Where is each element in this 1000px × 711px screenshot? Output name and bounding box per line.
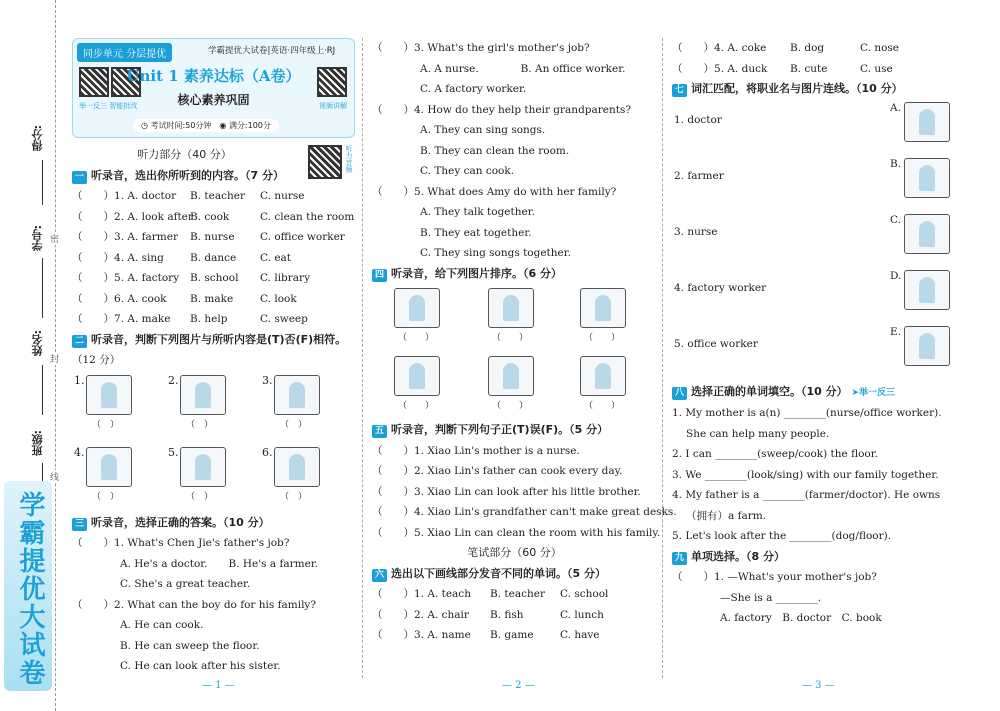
picture-label: 4. [74, 445, 85, 459]
answer-blank[interactable]: （ ） [584, 333, 621, 343]
text-line: A. factory B. doctor C. book [720, 612, 882, 624]
text-line: 2. I can ________(sweep/cook) the floor. [672, 448, 878, 460]
question-line [672, 567, 962, 588]
question-option: B. make [190, 292, 234, 305]
exam-time: 考试时间:50分钟 [150, 121, 212, 130]
question-line [372, 120, 657, 141]
series-tag: 同步单元 分层提优 [77, 43, 172, 62]
answer-blank[interactable]: （ ） [398, 401, 435, 411]
order-picture [580, 356, 626, 396]
picture-6 [274, 447, 320, 487]
match-letter: D. [890, 269, 902, 282]
section-number: 六 [372, 569, 387, 582]
text-line: B. They can clean the room. [420, 144, 570, 157]
question-option: B. teacher [490, 588, 545, 600]
text-line: B. He can sweep the floor. [120, 639, 260, 652]
question-line [372, 141, 657, 162]
answer-blank[interactable]: （ ） [186, 491, 214, 502]
order-picture [394, 288, 440, 328]
question-line [672, 526, 962, 547]
text-line: C. A factory worker. [420, 83, 527, 95]
question-line [672, 588, 962, 609]
picture-label: 2. [168, 373, 179, 387]
question-line [372, 482, 657, 503]
text-line: A. He can cook. [120, 619, 204, 631]
question-option-a: （ ）2. A. chair [372, 608, 469, 621]
text-line: C. She's a great teacher. [120, 578, 251, 590]
text-line: 4. My father is a ________(farmer/doctor). He owns [672, 489, 941, 501]
question-line [672, 444, 962, 465]
qr-label: 听力音频 [345, 145, 353, 173]
match-picture [904, 214, 950, 254]
section-title-text: 听录音，选择正确的答案。（10 分） [91, 515, 270, 529]
question-option: B. cook [190, 210, 230, 223]
text-line: （ ）1. What's Chen Jie's father's job? [72, 537, 290, 549]
text-line: B. They eat together. [420, 226, 532, 239]
question-line [372, 461, 657, 482]
unit-subtitle: 核心素养巩固 [177, 93, 250, 107]
text-line: A. They talk together. [420, 206, 535, 218]
page-number: — 2 — [502, 680, 535, 691]
question-option: C. nurse [260, 190, 305, 202]
section-number: 三 [72, 518, 87, 531]
question-option-a: （ ）4. A. coke [672, 42, 767, 54]
question-option-a: （ ）1. A. doctor [72, 190, 177, 202]
question-option: B. fish [490, 608, 524, 621]
series-title: 学霸提优大试卷|英语·四年级上·RJ [208, 46, 336, 56]
picture-label: 3. [262, 373, 273, 387]
order-picture [488, 288, 534, 328]
question-line [372, 441, 657, 462]
text-line: 1. My mother is a(n) ________(nurse/office worker). [672, 407, 942, 419]
question-option: C. library [260, 272, 311, 284]
clock-icon: ◷ [141, 121, 148, 130]
unit-title: Unit 1 素养达标（A卷） [126, 67, 301, 85]
question-row[interactable] [72, 268, 357, 289]
question-row[interactable] [672, 38, 962, 59]
question-option: C. have [560, 629, 600, 641]
section-title-text: 听录音，判断下列句子正(T)误(F)。（5 分） [391, 423, 609, 436]
section-4-pictures [372, 284, 657, 420]
section-2-pictures [72, 371, 357, 513]
section-9-items [672, 567, 962, 629]
question-line [72, 554, 357, 575]
match-word: 3. nurse [674, 225, 718, 238]
section-5-items [372, 441, 677, 544]
text-line: （ ）5. What does Amy do with her family? [372, 185, 617, 198]
written-title: 笔试部分（60 分） [467, 546, 562, 559]
question-option: C. office worker [260, 231, 345, 243]
section-number: 八 [672, 387, 687, 400]
question-row[interactable] [372, 605, 657, 626]
question-row[interactable] [672, 59, 962, 80]
answer-blank[interactable]: （ ） [280, 491, 308, 502]
match-letter: C. [890, 213, 901, 226]
text-line: C. He can look after his sister. [120, 660, 281, 672]
text-line: 5. Let's look after the ________(dog/floor). [672, 530, 892, 542]
section-1-title [72, 166, 357, 187]
text-line: （ ）3. Xiao Lin can look after his little brother. [372, 485, 641, 498]
question-line [72, 533, 357, 554]
column-3 [672, 38, 962, 629]
match-letter: B. [890, 157, 902, 170]
picture-2 [180, 375, 226, 415]
text-line: （ ）3. What's the girl's mother's job? [372, 42, 590, 54]
text-line: （ ）2. What can the boy do for his family? [72, 598, 316, 611]
answer-blank[interactable]: （ ） [92, 419, 120, 430]
question-row[interactable] [72, 207, 357, 228]
section-8-items [672, 403, 962, 547]
question-option: C. lunch [560, 608, 604, 621]
student-id-field: 学号: [31, 225, 44, 252]
question-option-a: （ ）7. A. make [72, 313, 171, 325]
section-title-text: 词汇匹配，将职业名与图片连线。（10 分） [691, 82, 903, 95]
question-row[interactable] [372, 625, 657, 646]
section-2-score: （12 分） [72, 354, 121, 366]
question-row[interactable] [72, 248, 357, 269]
section-title-text: 单项选择。（8 分） [691, 549, 785, 563]
section-7-matching [672, 100, 962, 382]
match-word: 2. farmer [674, 169, 724, 182]
full-score-icon: ◉ [219, 121, 227, 130]
exam-score: 满分:100分 [228, 121, 271, 130]
cut-mark: 密 [50, 232, 59, 245]
question-line [672, 608, 962, 629]
answer-blank[interactable]: （ ） [280, 419, 308, 430]
match-picture [904, 158, 950, 198]
score-line [42, 160, 43, 205]
page-number: — 3 — [802, 680, 835, 691]
order-picture [488, 356, 534, 396]
question-line [372, 79, 657, 100]
text-line: A. A nurse. B. An office worker. [420, 62, 626, 75]
text-line: （ ）4. Xiao Lin's grandfather can't make great desks. [372, 506, 677, 518]
question-option: C. clean the room [260, 210, 355, 223]
section-title-text: 听录音，判断下列图片与所听内容是(T)否(F)相符。 [91, 332, 347, 346]
id-line [42, 258, 43, 318]
question-line [372, 100, 657, 121]
cut-mark: 线 [50, 470, 59, 483]
question-row[interactable] [72, 227, 357, 248]
section-number: 七 [672, 84, 687, 97]
question-line [72, 595, 357, 616]
listening-title: 听力部分（40 分） [137, 148, 232, 161]
section-title-text: 听录音，选出你所听到的内容。（7 分） [91, 168, 284, 182]
question-line [672, 424, 962, 445]
question-line [672, 485, 962, 506]
question-line [72, 636, 357, 657]
question-option: B. dance [190, 251, 237, 264]
question-line [72, 574, 357, 595]
question-option: B. dog [790, 42, 825, 54]
question-option: C. look [260, 292, 297, 305]
question-option: B. school [190, 272, 239, 284]
class-field: 班级: [31, 430, 44, 457]
text-line: （ ）4. How do they help their grandparents? [372, 103, 632, 116]
section-4-title [372, 264, 657, 285]
text-line: （ ）5. Xiao Lin can clean the room with his family. [372, 526, 661, 539]
column-divider [662, 38, 663, 678]
text-line: C. They can cook. [420, 165, 515, 177]
match-picture [904, 102, 950, 142]
question-option: C. use [860, 62, 893, 75]
order-picture [580, 288, 626, 328]
question-option-a: （ ）4. A. sing [72, 251, 164, 264]
question-line [372, 59, 657, 80]
match-word: 5. office worker [674, 337, 758, 350]
binding-sidebar [0, 0, 60, 711]
picture-label: 5. [168, 445, 179, 459]
text-line: She can help many people. [686, 427, 830, 440]
brand-logo: 学霸提优大试卷 [15, 491, 45, 687]
picture-5 [180, 447, 226, 487]
column-1 [72, 145, 357, 677]
section-number: 二 [72, 335, 87, 348]
question-line [372, 223, 657, 244]
question-line [72, 656, 357, 677]
question-line [372, 161, 657, 182]
section-5-title [372, 420, 657, 441]
question-row[interactable] [72, 309, 357, 330]
practice-tag: ➤举一反三 [851, 387, 896, 398]
question-line [72, 615, 357, 636]
question-option-a: （ ）3. A. name [372, 629, 471, 641]
section-3-items [72, 533, 357, 677]
answer-blank[interactable]: （ ） [186, 419, 214, 430]
question-line [672, 465, 962, 486]
text-line: C. They sing songs together. [420, 247, 571, 259]
picture-3 [274, 375, 320, 415]
section-number: 四 [372, 269, 387, 282]
section-number: 五 [372, 425, 387, 438]
order-picture [394, 356, 440, 396]
match-word: 4. factory worker [674, 281, 767, 294]
text-line: 3. We ________(look/sing) with our family together. [672, 468, 939, 481]
text-line: （拥有）a farm. [686, 509, 767, 522]
match-letter: E. [890, 325, 902, 338]
text-line: （ ）2. Xiao Lin's father can cook every day. [372, 465, 623, 477]
picture-label: 6. [262, 445, 273, 459]
section-1-items [72, 186, 357, 330]
qr-label: 视频讲解 [319, 102, 347, 110]
question-option-a: （ ）1. A. teach [372, 588, 471, 600]
question-line [372, 243, 657, 264]
question-line [372, 38, 657, 59]
section-7-title [672, 79, 962, 100]
question-row[interactable] [72, 186, 357, 207]
answer-blank[interactable]: （ ） [584, 401, 621, 411]
section-6-title [372, 564, 657, 585]
question-line [372, 202, 657, 223]
section-3-title [72, 513, 357, 534]
question-option: C. sweep [260, 313, 308, 325]
question-option: B. nurse [190, 231, 235, 243]
text-line: A. They can sing songs. [420, 124, 546, 136]
section-3-continued [372, 38, 657, 264]
question-line [372, 523, 661, 544]
match-picture [904, 270, 950, 310]
section-6-continued [672, 38, 962, 79]
question-row[interactable] [372, 584, 657, 605]
text-line: —She is a ________. [720, 591, 822, 604]
question-option-a: （ ）5. A. factory [72, 272, 180, 284]
cut-mark: 封 [50, 352, 59, 365]
picture-4 [86, 447, 132, 487]
exam-meta [133, 119, 279, 132]
text-line: A. He's a doctor. B. He's a farmer. [120, 557, 319, 570]
question-option-a: （ ）2. A. look after [72, 210, 193, 223]
section-title-text: 选出以下画线部分发音不同的单词。（5 分） [391, 566, 606, 580]
question-option-a: （ ）3. A. farmer [72, 231, 178, 243]
section-2-title [72, 330, 357, 351]
text-line: （ ）1. Xiao Lin's mother is a nurse. [372, 444, 580, 457]
question-option: B. cute [790, 62, 828, 75]
section-8-title [672, 382, 962, 404]
answer-blank[interactable]: （ ） [92, 491, 120, 502]
section-title-text: 听录音，给下列图片排序。（6 分） [391, 266, 562, 280]
name-line [42, 365, 43, 415]
question-line [372, 182, 657, 203]
question-line [372, 502, 677, 523]
section-6-items [372, 584, 657, 646]
question-option: B. help [190, 313, 228, 325]
section-title-text: 选择正确的单词填空。（10 分） [691, 384, 848, 398]
section-number: 一 [72, 171, 87, 184]
picture-label: 1. [74, 373, 85, 387]
question-option: B. teacher [190, 190, 245, 202]
answer-blank[interactable]: （ ） [398, 333, 435, 343]
picture-1 [86, 375, 132, 415]
question-option-a: （ ）5. A. duck [672, 62, 768, 75]
question-option: C. nose [860, 42, 900, 54]
qr-label: 举一反三 智能批改 [79, 102, 138, 110]
section-9-title [672, 547, 962, 568]
question-option: C. school [560, 588, 609, 600]
question-option: B. game [490, 629, 534, 641]
question-option-a: （ ）6. A. cook [72, 292, 167, 305]
question-line [672, 506, 962, 527]
question-option: C. eat [260, 251, 292, 264]
column-2 [372, 38, 677, 646]
answer-blank[interactable]: （ ） [492, 401, 529, 411]
match-picture [904, 326, 950, 366]
column-divider [362, 38, 363, 678]
question-line [672, 403, 962, 424]
score-field: 得分: [31, 125, 44, 152]
question-row[interactable] [72, 289, 357, 310]
match-letter: A. [890, 101, 901, 114]
section-number: 九 [672, 552, 687, 565]
text-line: （ ）1. —What's your mother's job? [672, 571, 877, 583]
page-number: — 1 — [202, 680, 235, 691]
answer-blank[interactable]: （ ） [492, 333, 529, 343]
name-field: 姓名: [31, 330, 44, 357]
match-word: 1. doctor [674, 113, 722, 126]
brand-banner [4, 481, 52, 691]
